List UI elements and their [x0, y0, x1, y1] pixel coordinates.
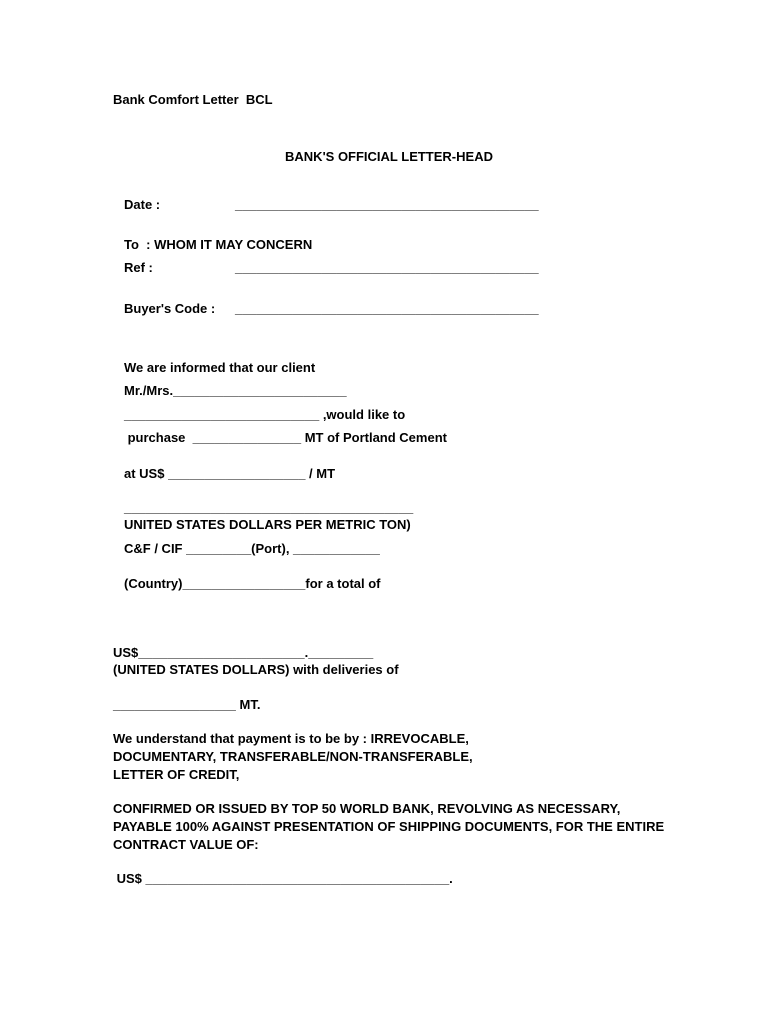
intro-text: We are informed that our client: [124, 360, 316, 375]
payment-text-2: DOCUMENTARY, TRANSFERABLE/NON-TRANSFERABLE,: [113, 749, 473, 764]
document-title: Bank Comfort Letter BCL: [113, 92, 273, 107]
would-like-line: ___________________________ ,would like to: [124, 407, 406, 422]
port-line: C&F / CIF _________(Port), ____________: [124, 541, 380, 556]
country-line: (Country)_________________for a total of: [124, 576, 381, 591]
buyer-code-label: Buyer's Code :: [124, 301, 216, 316]
payment-text-3: LETTER OF CREDIT,: [113, 767, 240, 782]
client-name-line: Mr./Mrs.________________________: [124, 383, 347, 398]
contract-value-line: US$ __________________________________________.: [113, 871, 453, 886]
purchase-line: purchase _______________ MT of Portland Cement: [124, 430, 447, 445]
price-unit-text: UNITED STATES DOLLARS PER METRIC TON): [124, 517, 411, 532]
buyer-code-field-line: __________________________________________: [235, 301, 539, 316]
ref-field-line: __________________________________________: [235, 260, 539, 275]
date-label: Date :: [124, 197, 161, 212]
price-line: at US$ ___________________ / MT: [124, 466, 336, 481]
confirmed-text-3: CONTRACT VALUE OF:: [113, 837, 259, 852]
payment-text-1: We understand that payment is to be by : IRREVOCABLE,: [113, 731, 469, 746]
recipient-line: To : WHOM IT MAY CONCERN: [124, 237, 313, 252]
confirmed-text-2: PAYABLE 100% AGAINST PRESENTATION OF SHIPPING DOCUMENTS, FOR THE ENTIRE: [113, 819, 665, 834]
letterhead-heading: BANK'S OFFICIAL LETTER-HEAD: [285, 149, 493, 164]
total-words-text: (UNITED STATES DOLLARS) with deliveries of: [113, 662, 399, 677]
deliveries-line: _________________ MT.: [113, 697, 261, 712]
ref-label: Ref :: [124, 260, 153, 275]
date-field-line: __________________________________________: [235, 197, 539, 212]
confirmed-text-1: CONFIRMED OR ISSUED BY TOP 50 WORLD BANK, REVOLVING AS NECESSARY,: [113, 801, 621, 816]
price-words-line: ________________________________________: [124, 500, 414, 515]
total-amount-line: US$_______________________._________: [113, 645, 374, 660]
